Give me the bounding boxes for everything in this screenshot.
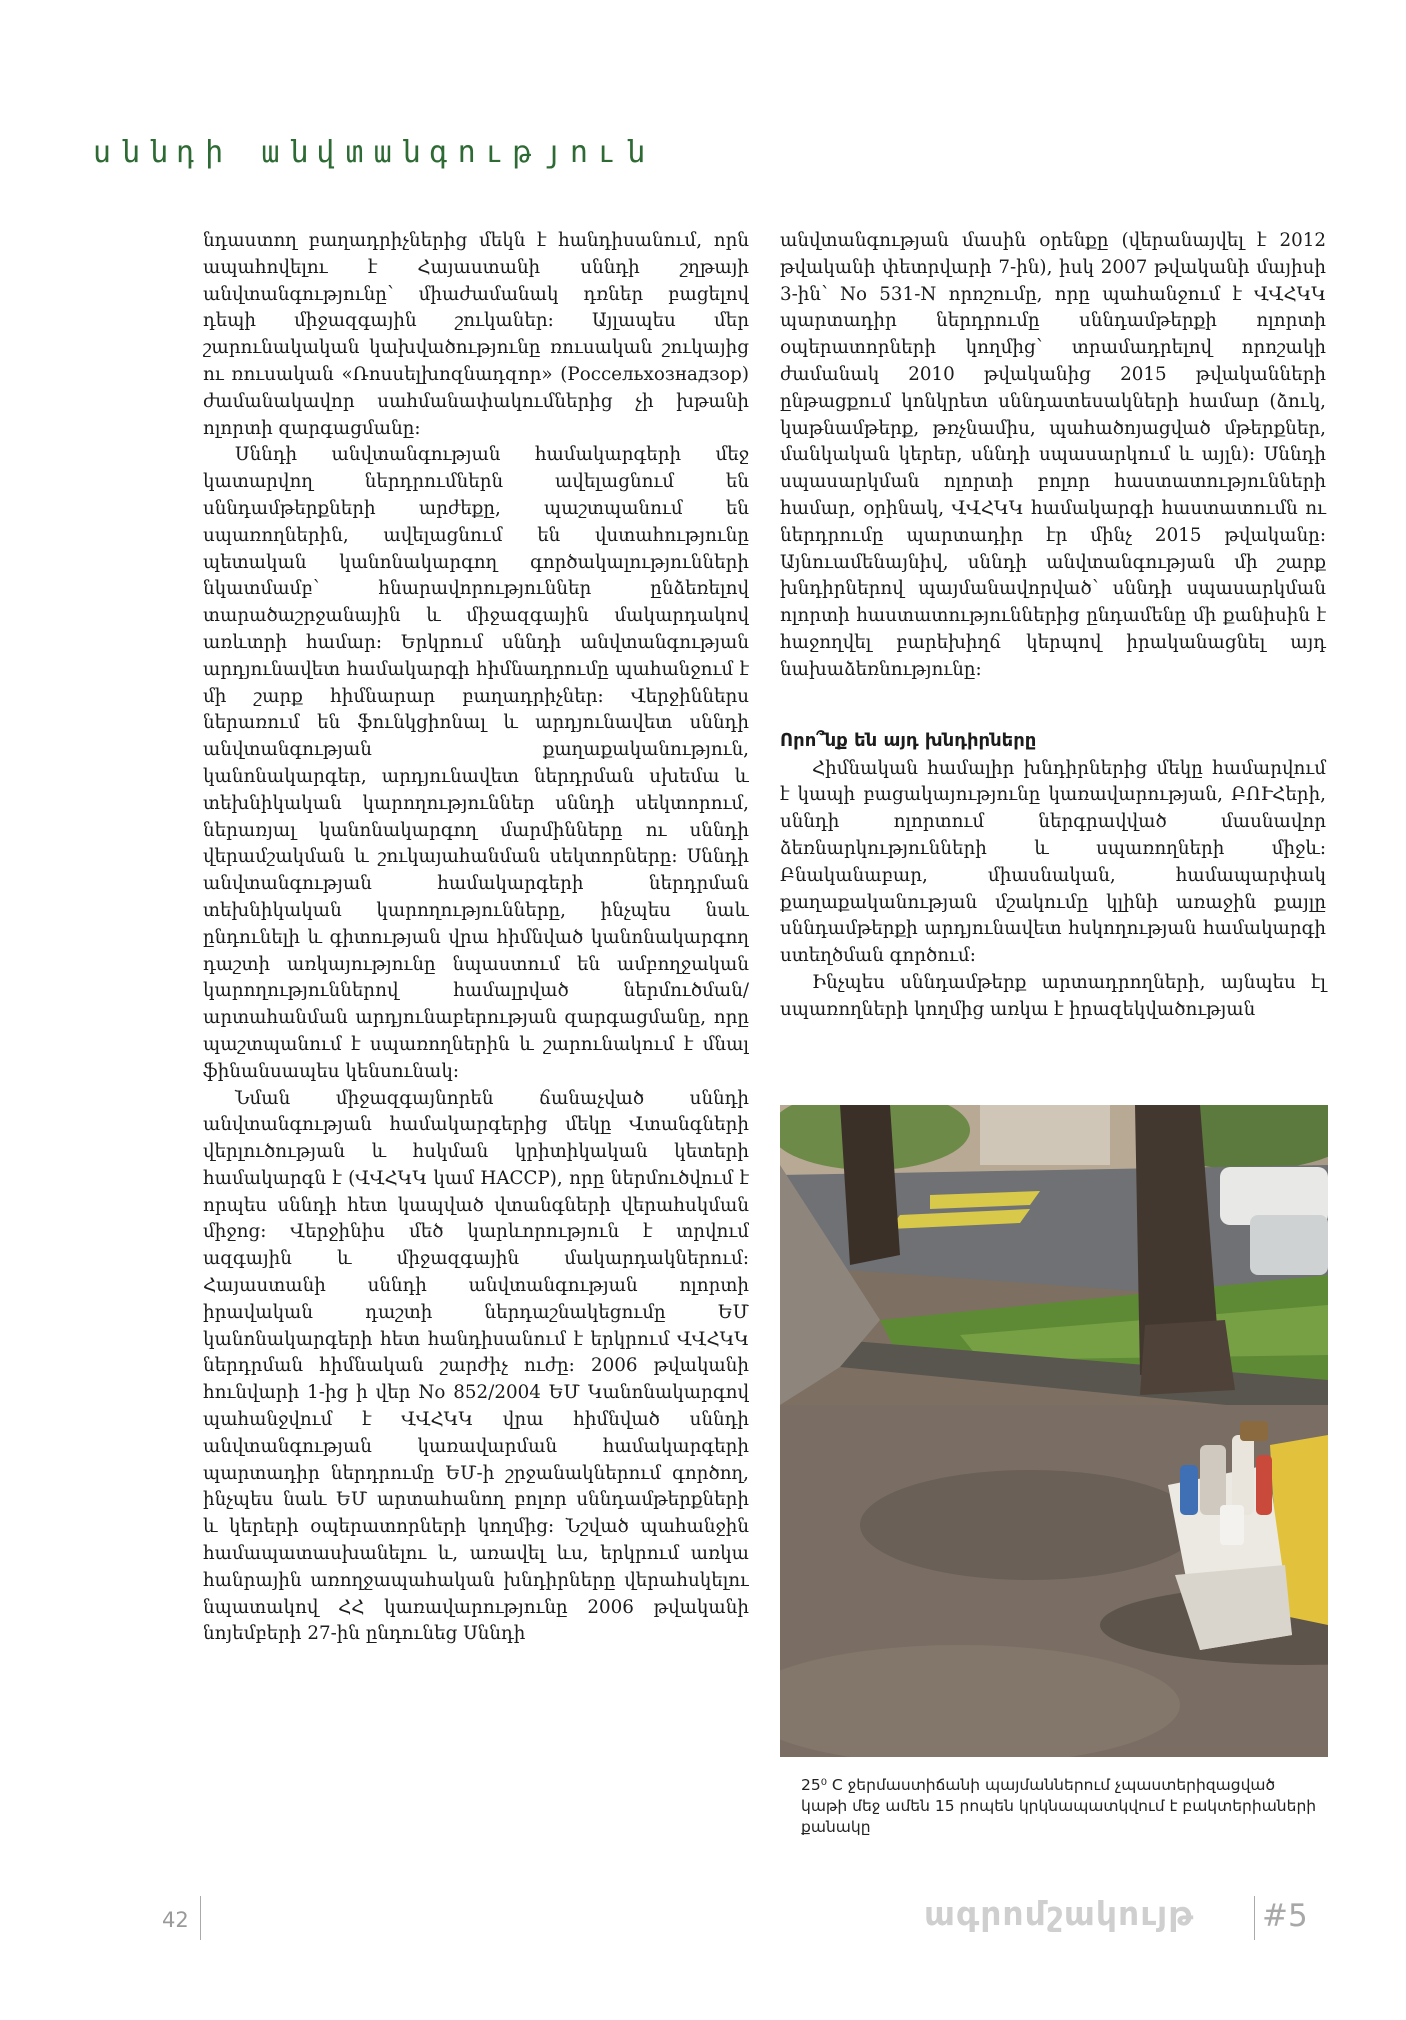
- subheading: Որո՞նք են այդ խնդիրները: [780, 729, 1037, 751]
- right-paragraph-2: Հիմնական համալիր խնդիրներից մեկը համարվում է կապի բացակայությունը կառավարության, ԲՈՒՀերի, սննդի ոլորտում ներգրավված մասնավոր ձեռնարկությունների և սպառողների միջև: Բնականաբար, միասնական, համապարփակ քաղաքականության մշակումը կլինի առաջին քայլը սննդամթերքի արդյունավետ հսկողության համակարգի ստեղծման գործում:: [780, 757, 1326, 967]
- left-column: [203, 228, 749, 1813]
- footer-divider-right: [1254, 1896, 1255, 1940]
- left-paragraph-1: նդաստող բաղադրիչներից մեկն է հանդիսանում, որն ապահովելու է Հայաստանի սննդի շղթայի անվտանգությունը՝ միաժամանակ դռներ բացելով դեպի միջազգային շուկաներ: Այլապես մեր շարունակական կախվածությունը ռուսական շուկայից ու ռուսական «Ռոսսելխոզնադզոր» (Россельхознадзор) ժամանակավոր սահմանափակումներից չի խթանի ոլորտի զարգացմանը:: [203, 230, 749, 439]
- street-photo: [780, 1105, 1328, 1757]
- right-column: [780, 228, 1326, 1024]
- left-paragraph-3: Նման միջազգայնորեն ճանաչված սննդի անվտանգության համակարգերից մեկը Վտանգների վերլուծության և հսկման կրիտիկական կետերի համակարգն է (ՎՎՀԿԿ կամ HACCP), որը ներմուծվում է որպես սննդի հետ կապված վտանգների վերահսկման միջոց: Վերջինիս մեծ կարևորություն է տրվում ազգային և միջազգային մակարդակներում: Հայաստանի սննդի անվտանգության ոլորտի իրավական դաշտի ներդաշնակեցումը ԵՄ կանոնակարգերի հետ հանդիսանում է երկրում ՎՎՀԿԿ ներդրման հիմնական շարժիչ ուժը: 2006 թվականի հունվարի 1-ից ի վեր No 852/2004 ԵՄ Կանոնակարգով պահանջվում է ՎՎՀԿԿ վրա հիմնված սննդի անվտանգության կառավարման համակարգերի պարտադիր ներդրումը ԵՄ-ի շրջանակներում գործող, ինչպես նաև ԵՄ արտահանող բոլոր սննդամթերքների և կերերի օպերատորների կողմից: Նշված պահանջին համապատասխանելու և, առավել ևս, երկրում առկա հանրային առողջապահական խնդիրները վերահսկելու նպատակով ՀՀ կառավարությունը 2006 թվականի նոյեմբերի 27-ին ընդունեց Սննդի: [203, 1087, 749, 1645]
- right-paragraph-1: անվտանգության մասին օրենքը (վերանայվել է 2012 թվականի փետրվարի 7-ին), իսկ 2007 թվականի մայիսի 3-ին՝ No 531-N որոշումը, որը պահանջում է ՎՎՀԿԿ պարտադիր ներդրումը սննդամթերքի ոլորտի օպերատորների կողմից՝ տրամադրելով որոշակի ժամանակ 2010 թվականից 2015 թվականների ընթացքում կոնկրետ սննդատեսակների համար (ձուկ, կաթնամթերք, թռչնամիս, պահածոյացված մթերքներ, մանկական կերեր, սննդի սպասարկում և այլն): Սննդի սպասարկման ոլորտի բոլոր հաստատությունների համար, օրինակ, ՎՎՀԿԿ համակարգի հաստատումն ու ներդրումը պարտադիր էր մինչ 2015 թվականը: Այնուամենայնիվ, սննդի անվտանգության մի շարք խնդիրներով պայմանավորված՝ սննդի սպասարկման ոլորտի հաստատություններից ընդամենը մի քանիսին է հաջողվել բարեխիղճ կերպով իրականացնել այդ նախաձեռնությունը:: [780, 230, 1326, 680]
- left-paragraph-2: Սննդի անվտանգության համակարգերի մեջ կատարվող ներդրումներն ավելացնում են սննդամթերքների արժեքը, պաշտպանում են սպառողներին, ավելացնում են վստահությունը պետական կանոնակարգող գործակալությունների նկատմամբ՝ հնարավորություններ ընձեռելով տարածաշրջանային և միջազգային մակարդակով առևտրի համար: Երկրում սննդի անվտանգության արդյունավետ համակարգի հիմնադրումը պահանջում է մի շարք հիմնարար բաղադրիչներ: Վերջիններս ներառում են ֆունկցիոնալ և արդյունավետ սննդի անվտանգության քաղաքականություն, կանոնակարգեր, արդյունավետ ներդրման սխեմա և տեխնիկական կարողություններ սննդի սեկտորում, ներառյալ կանոնակարգող մարմինները ու սննդի վերամշակման և շուկայահանման սեկտորները: Սննդի անվտանգության համակարգերի ներդրման տեխնիկական կարողությունները, ինչպես նաև ընդունելի և գիտության վրա հիմնված կանոնակարգող դաշտի առկայությունը նպաստում են ամբողջական կարողություններով համալրված ներմուծման/արտահանման արդյունաբերության զարգացմանը, որը պաշտպանում է սպառողներին և շարունակում է մնալ ֆինանսապես կենսունակ:: [203, 444, 749, 1082]
- footer-divider-left: [200, 1896, 201, 1940]
- right-paragraph-3: Ինչպես սննդամթերք արտադրողների, այնպես էլ սպառողների կողմից առկա է իրազեկվածության: [780, 971, 1326, 1020]
- magazine-name: ագրոմշակույթ: [924, 1894, 1195, 1933]
- issue-number: #5: [1262, 1898, 1308, 1934]
- section-title: սննդի անվտանգություն: [93, 135, 655, 170]
- page-number: 42: [162, 1908, 189, 1932]
- photo-caption: 25⁰ C ջերմաստիճանի պայմաններում չպաստերիզացված կաթի մեջ ամեն 15 րոպեն կրկնապատկվում է բակտերիաների քանակը: [801, 1776, 1317, 1836]
